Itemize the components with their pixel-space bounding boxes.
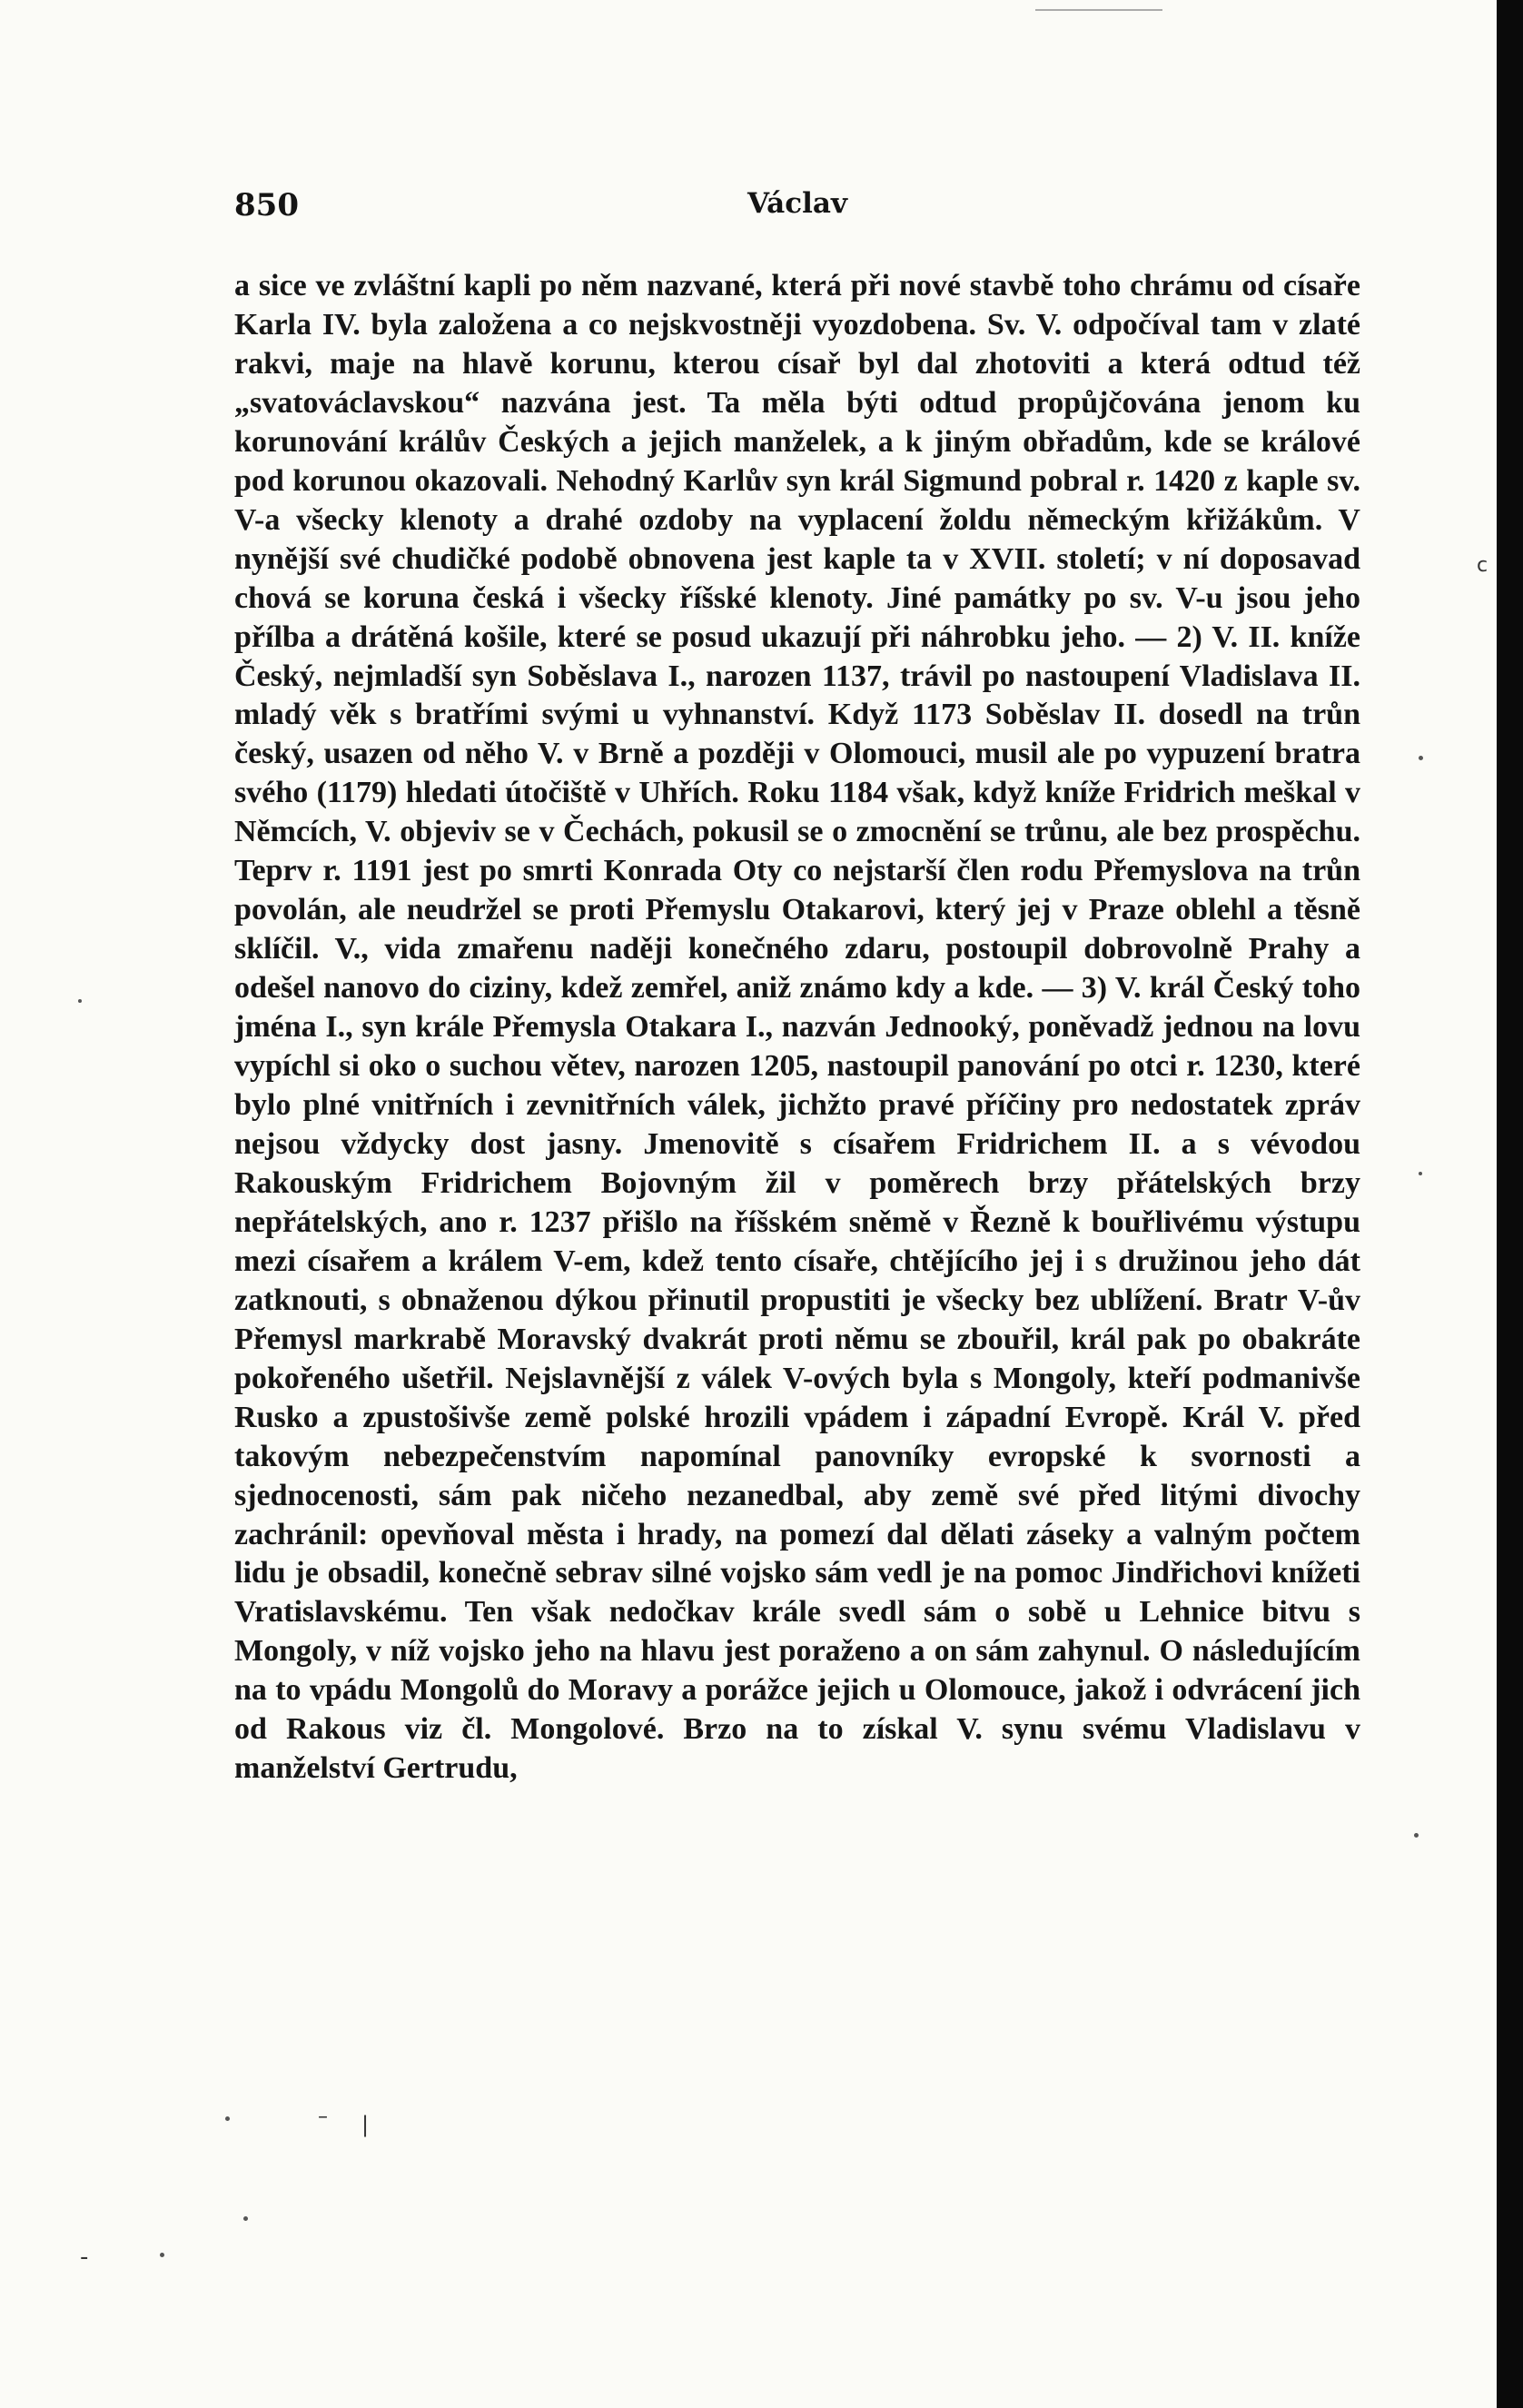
margin-mark: - xyxy=(80,2244,89,2271)
scan-speck xyxy=(1414,1833,1419,1838)
margin-mark: | xyxy=(361,2112,370,2137)
scan-speck xyxy=(1419,1172,1422,1175)
scan-speck xyxy=(78,999,82,1003)
margin-mark: c xyxy=(1477,554,1488,577)
page-number: 850 xyxy=(234,187,299,223)
scan-speck xyxy=(1419,756,1423,760)
entry-text xyxy=(234,267,1360,1789)
scan-speck xyxy=(243,2216,248,2221)
body-paragraph: a sice ve zvláštní kapli po něm nazvané, která při nové stavbě toho chrámu od císaře Karla IV. byla založena a co nejskvostněji vyozdobena. Sv. V. odpočíval tam v zlaté rakvi, maje na hlavě korunu, kterou císař byl dal zhotoviti a která odtud též „svatováclavskou“ nazvána jest. Ta měla býti odtud propůjčována jenom ku korunování králův Českých a jejich manželek, a k jiným obřadům, kde se králové pod korunou okazovali. Nehodný Karlův syn král Sigmund pobral r. 1420 z kaple sv. V-a všecky klenoty a drahé ozdoby na vyplacení žoldu německým křižákům. V nynější své chudičké podobě obnovena jest kaple ta v XVII. století; v ní doposavad chová se koruna česká i všecky říšské klenoty. Jiné památky po sv. V-u jsou jeho přílba a drátěná košile, které se posud ukazují při náhrobku jeho. — 2) V. II. kníže Český, nejmladší syn Soběslava I., narozen 1137, trávil po nastoupení Vladislava II. mladý věk s bratřími svými u vyhnanství. Když 1173 Soběslav II. dosedl na trůn český, usazen od něho V. v Brně a později v Olomouci, musil ale po vypuzení bratra svého (1179) hledati útočiště v Uhřích. Roku 1184 však, když kníže Fridrich meškal v Němcích, V. objeviv se v Čechách, pokusil se o zmocnění se trůnu, ale bez prospěchu. Teprv r. 1191 jest po smrti Konrada Oty co nejstarší člen rodu Přemyslova na trůn povolán, ale neudržel se proti Přemyslu Otakarovi, který jej v Praze oblehl a těsně sklíčil. V., vida zmařenu naději konečného zdaru, postoupil dobrovolně Prahy a odešel nanovo do ciziny, kdež zemřel, aniž známo kdy a kde. — 3) V. král Český toho jména I., syn krále Přemysla Otakara I., nazván Jednooký, poněvadž jednou na lovu vypíchl si oko o suchou větev, narozen 1205, nastoupil panování po otci r. 1230, které bylo plné vnitřních i zevnitřních válek, jichžto pravé příčiny pro nedostatek zpráv nejsou vždycky dost jasny. Jmenovitě s císařem Fridrichem II. a s vévodou Rakouským Fridrichem Bojovným žil v poměrech brzy přátelských brzy nepřátelských, ano r. 1237 přišlo na říšském sněmě v Řezně k bouřlivému výstupu mezi císařem a králem V-em, kdež tento císaře, chtějícího jej i s družinou jeho dát zatknouti, s obnaženou dýkou přinutil propustiti je všecky bez ublížení. Bratr V-ův Přemysl markrabě Moravský dvakrát proti němu se zbouřil, král pak po obakráte pokořeného ušetřil. Nejslavnější z válek V-ových byla s Mongoly, kteří podmanivše Rusko a zpustošivše země polské hrozili vpádem i západní Evropě. Král V. před takovým nebezpečenstvím napomínal panovníky evropské k svornosti a sjednocenosti, sám pak ničeho nezanedbal, aby země své před litými divochy zachránil: opevňoval města i hrady, na pomezí dal dělati záseky a valným počtem lidu je obsadil, konečně sebrav silné vojsko sám vedl je na pomoc Jindřichovi knížeti Vratislavskému. Ten však nedočkav krále svedl sám o sobě u Lehnice bitvu s Mongoly, v níž vojsko jeho na hlavu jest poraženo a on sám zahynul. O následujícím na to vpádu Mongolů do Moravy a porážce jejich u Olomouce, jakož i odvrácení jich od Rakous viz čl. Mongolové. Brzo na to získal V. synu svému Vladislavu v manželství Gertrudu, xyxy=(234,269,1360,1786)
running-head: Václav xyxy=(747,187,848,220)
page-header xyxy=(234,187,1360,233)
scan-speck xyxy=(160,2253,164,2257)
margin-mark: – xyxy=(318,2106,328,2128)
scan-edge-mark xyxy=(1035,9,1162,29)
scan-speck xyxy=(225,2116,230,2121)
scan-border xyxy=(1497,0,1523,2408)
